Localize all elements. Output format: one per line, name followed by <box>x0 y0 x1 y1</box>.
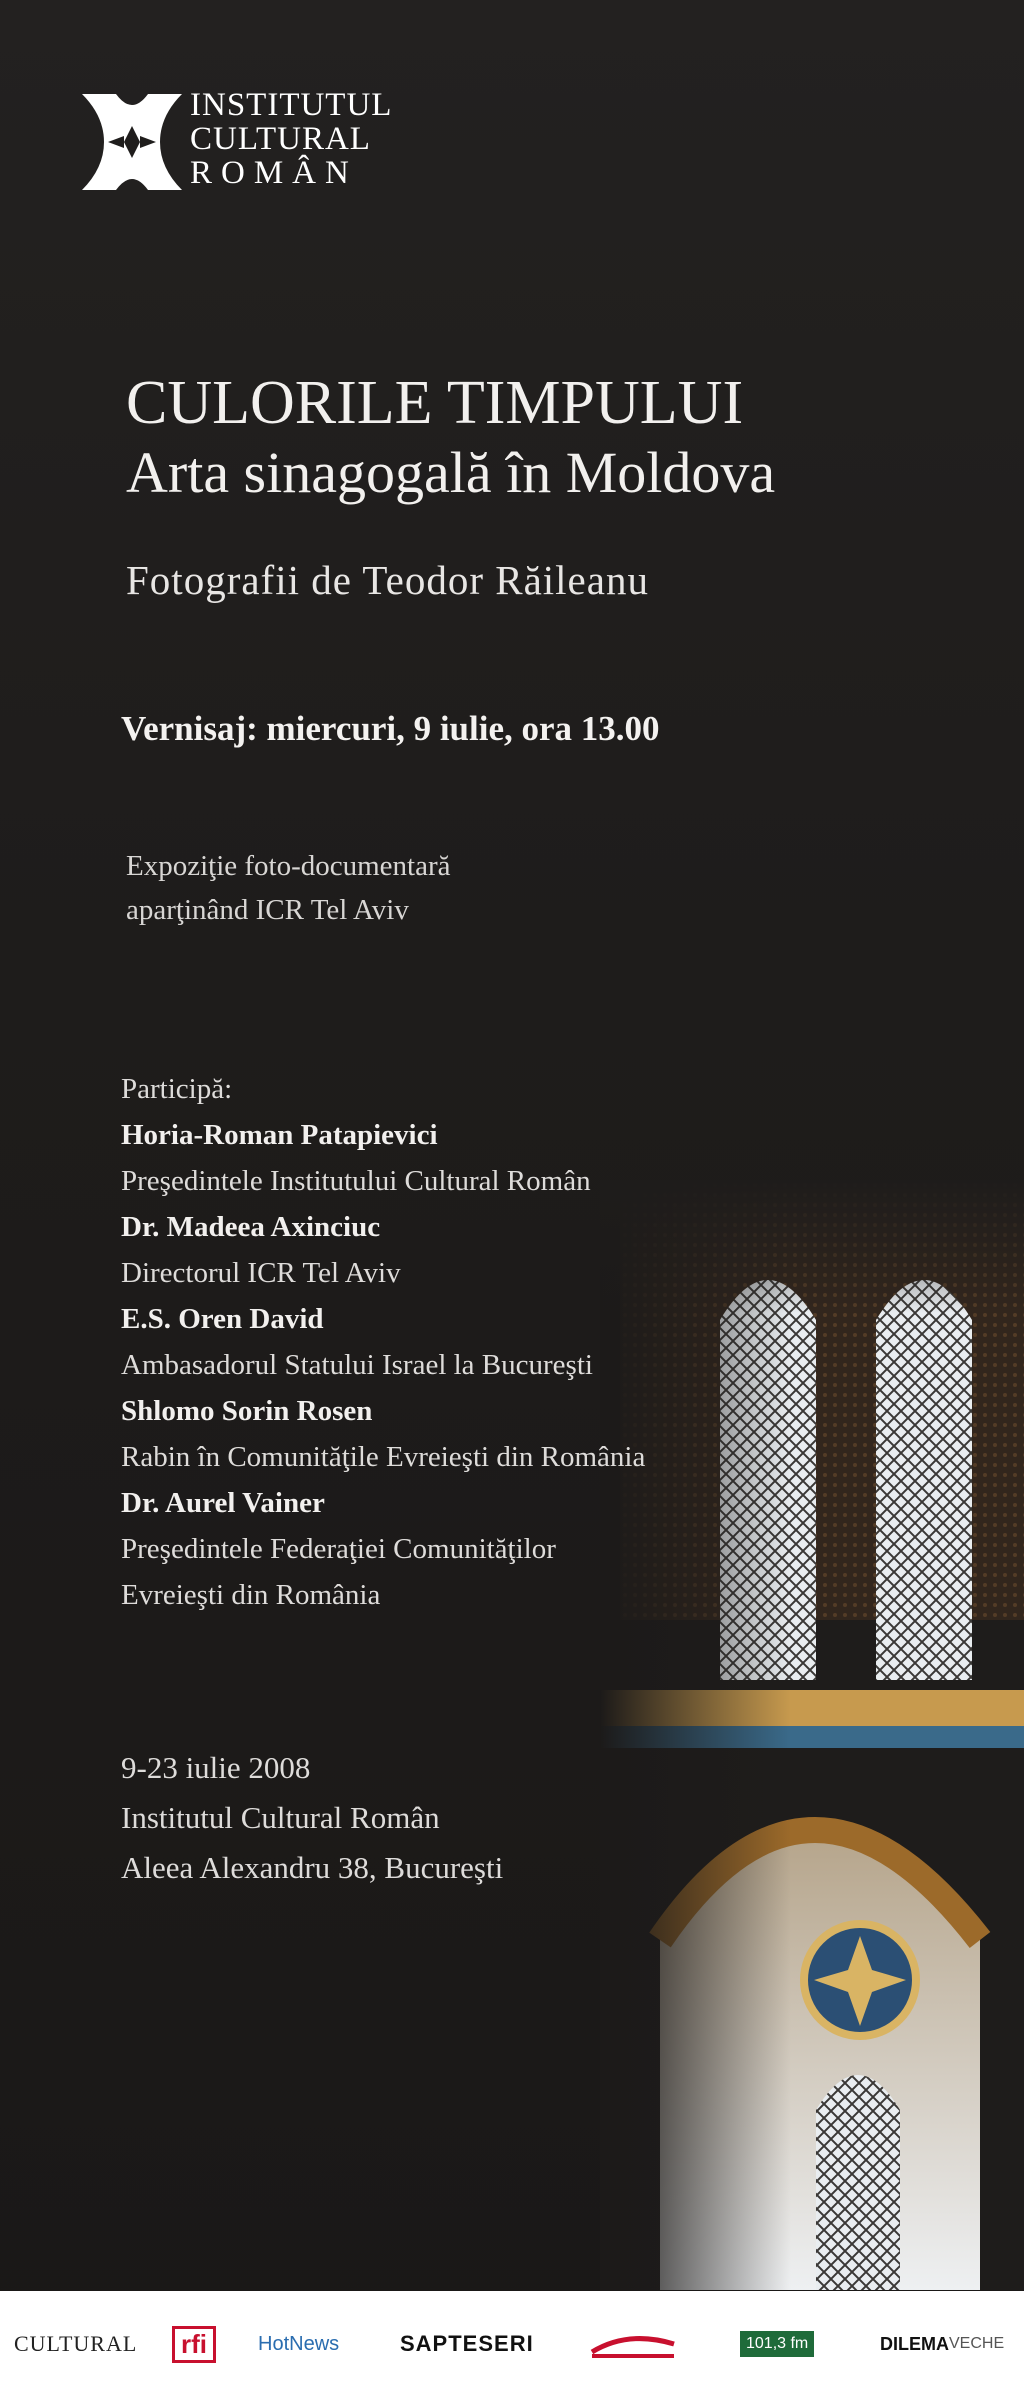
sponsor-sapteseri-text: SAPTESERI <box>400 2331 534 2356</box>
sponsor-dilema-logo <box>880 2319 1004 2369</box>
sponsor-dilema-text: DILEMA <box>880 2333 949 2354</box>
participant-role: Preşedintele Institutului Cultural Român <box>121 1165 591 1197</box>
sponsor-cultural-logo <box>14 2319 137 2369</box>
participant-role: Ambasadorul Statului Israel la Bucureşti <box>121 1349 593 1381</box>
logo-line-2: CULTURAL <box>190 121 371 157</box>
logo-line-3: ROMÂN <box>190 155 358 191</box>
sponsor-hotnews-logo <box>258 2319 339 2369</box>
participant-role-continued: Evreieşti din România <box>121 1579 381 1611</box>
sponsor-red-swoosh-icon <box>588 2326 678 2362</box>
venue-address: Aleea Alexandru 38, Bucureşti <box>121 1850 504 1885</box>
participant-role: Rabin în Comunităţile Evreieşti din România <box>121 1441 646 1473</box>
sponsor-hotnews-text: HotNews <box>258 2332 340 2355</box>
participant-name: E.S. Oren David <box>121 1303 324 1335</box>
sponsor-dilema-suffix: VECHE <box>949 2335 1005 2352</box>
sponsor-radio-logo <box>740 2319 814 2369</box>
exhibition-dates: 9-23 iulie 2008 <box>121 1750 311 1785</box>
description-line-1: Expoziţie foto-documentară <box>126 850 451 882</box>
icr-logo-mark-icon <box>78 86 186 198</box>
sponsor-rfi-logo <box>172 2319 216 2369</box>
sponsor-radio-text: 101,3 fm <box>740 2331 814 2357</box>
vernisaj-info: Vernisaj: miercuri, 9 iulie, ora 13.00 <box>121 709 660 748</box>
participant-name: Dr. Madeea Axinciuc <box>121 1211 381 1243</box>
venue-info <box>121 1743 503 1893</box>
participant-name: Shlomo Sorin Rosen <box>121 1395 373 1427</box>
participant-name: Horia-Roman Patapievici <box>121 1119 438 1151</box>
participant-role: Directorul ICR Tel Aviv <box>121 1257 401 1289</box>
sponsors-strip <box>0 2291 1024 2391</box>
participants-list <box>121 1066 645 1618</box>
icr-logo <box>78 86 418 206</box>
exhibition-description <box>126 844 451 932</box>
exhibition-title: CULORILE TIMPULUI <box>126 369 744 437</box>
exhibition-subtitle: Arta sinagogală în Moldova <box>126 440 776 505</box>
description-line-2: aparţinând ICR Tel Aviv <box>126 894 409 926</box>
participant-role: Preşedintele Federaţiei Comunităţilor <box>121 1533 556 1565</box>
logo-line-1: INSTITUTUL <box>190 87 393 123</box>
sponsor-rfi-text: rfi <box>172 2326 216 2363</box>
photographer-credit: Fotografii de Teodor Răileanu <box>126 557 649 603</box>
sponsor-cultural-text: CULTURAL <box>14 2331 138 2356</box>
participants-heading: Participă: <box>121 1073 233 1105</box>
venue-name: Institutul Cultural Român <box>121 1800 440 1835</box>
participant-name: Dr. Aurel Vainer <box>121 1487 325 1519</box>
sponsor-sapteseri-logo <box>400 2319 534 2369</box>
sponsor-red-logo-icon <box>588 2319 678 2369</box>
synagogue-window-photo <box>600 1180 1024 2290</box>
